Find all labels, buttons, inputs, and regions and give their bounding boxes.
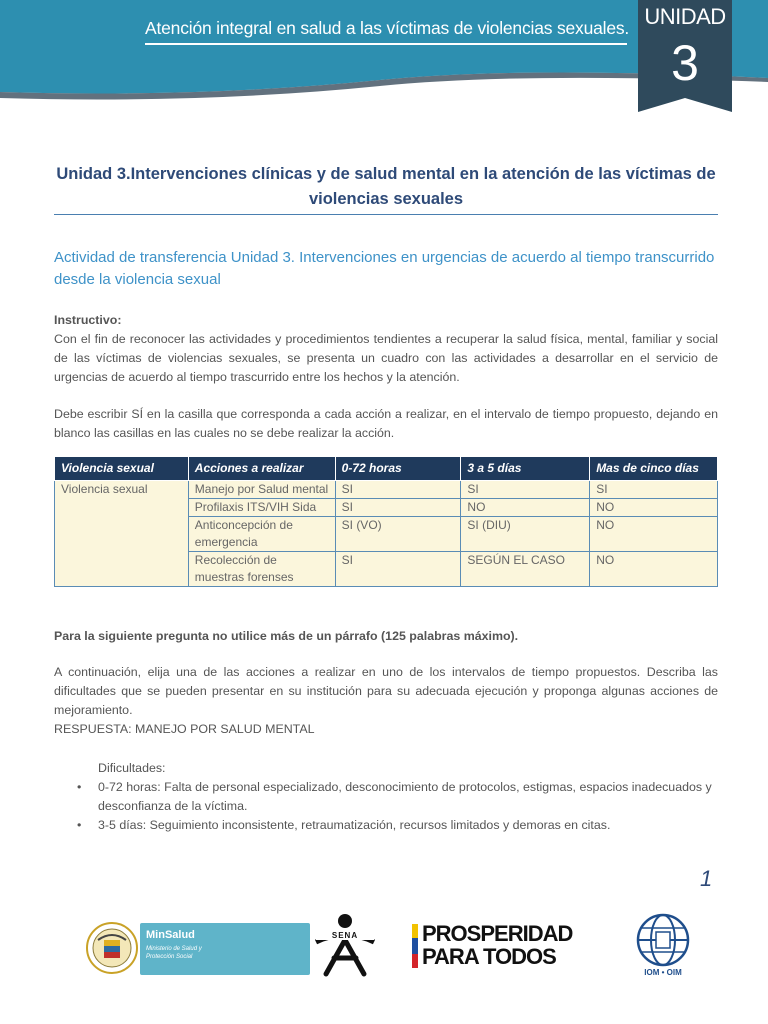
- instructions-block: [54, 311, 718, 387]
- bullet-icon: •: [77, 818, 82, 832]
- table-cell-3-5d[interactable]: SI (DIU): [461, 517, 590, 552]
- table-cell-5plus[interactable]: NO: [590, 517, 718, 552]
- minsalud-subtitle: Ministerio de Salud y Protección Social: [146, 946, 202, 960]
- instructions-paragraph-2: Debe escribir SÍ en la casilla que corresponda a cada acción a realizar, en el intervalo de tiempo propuesto, dejando en blanco las casillas en las cuales no se debe realizar la acción.: [54, 407, 718, 440]
- table-header-cell: 3 a 5 días: [461, 457, 590, 481]
- banner-title: Atención integral en salud a las víctimas de violencias sexuales.: [145, 18, 630, 38]
- sena-figure-icon: [312, 912, 378, 978]
- table-header-cell: 0-72 horas: [335, 457, 461, 481]
- bullet-icon: •: [77, 780, 82, 794]
- instructions-label: Instructivo:: [54, 313, 122, 327]
- instructions-paragraph-1: Con el fin de reconocer las actividades y procedimientos tendientes a recuperar la salud física, mental, familiar y social de las víctimas de violencias sexuales, se presenta un cuadro con las actividades a desarrollar en el servicio de urgencias de acuerdo al tiempo trascurrido entre los hechos y la atención.: [54, 332, 718, 384]
- table-cell-5plus[interactable]: NO: [590, 499, 718, 517]
- flag-yellow: [412, 924, 418, 938]
- banner-underline: [145, 43, 627, 45]
- table-cell-0-72h[interactable]: SI: [335, 552, 461, 587]
- table-cell-3-5d[interactable]: NO: [461, 499, 590, 517]
- prosperidad-logo: [412, 922, 592, 972]
- list-item: [74, 816, 718, 835]
- prosperidad-line-1: PROSPERIDAD: [422, 921, 573, 946]
- oim-logo: [632, 912, 694, 982]
- sena-logo: [312, 912, 378, 978]
- table-cell-5plus[interactable]: NO: [590, 552, 718, 587]
- flag-red: [412, 954, 418, 968]
- actions-table: [54, 456, 718, 587]
- minsalud-box: [140, 923, 310, 975]
- unit-label: UNIDAD: [644, 4, 726, 29]
- table-cell-3-5d[interactable]: SI: [461, 481, 590, 499]
- answer-text: RESPUESTA: MANEJO POR SALUD MENTAL: [54, 722, 315, 736]
- table-header-cell: Mas de cinco días: [590, 457, 718, 481]
- table-row: [55, 481, 718, 499]
- globe-icon: [632, 912, 694, 970]
- table-cell-action[interactable]: Profilaxis ITS/VIH Sida: [188, 499, 335, 517]
- oim-text: IOM • OIM: [644, 968, 682, 977]
- table-header-cell: Violencia sexual: [55, 457, 189, 481]
- list-item-text: 3-5 días: Seguimiento inconsistente, retraumatización, recursos limitados y demoras en citas.: [98, 818, 611, 832]
- minsalud-name: MinSalud: [146, 929, 195, 941]
- prosperidad-line-2: PARA TODOS: [422, 944, 556, 969]
- header-banner: [0, 0, 768, 112]
- table-cell-0-72h[interactable]: SI: [335, 499, 461, 517]
- unit-number: 3: [671, 35, 699, 91]
- word-limit-note: Para la siguiente pregunta no utilice más de un párrafo (125 palabras máximo).: [54, 629, 519, 643]
- activity-heading: Actividad de transferencia Unidad 3. Intervenciones en urgencias de acuerdo al tiempo transcurrido desde la violencia sexual: [54, 249, 715, 288]
- title-divider: [54, 214, 718, 215]
- list-item-text: 0-72 horas: Falta de personal especializado, desconocimiento de protocolos, estigmas, espacios inadecuados y desconfianza de la víctima.: [98, 780, 712, 813]
- table-cell-action[interactable]: Recolección de muestras forenses: [188, 552, 335, 587]
- table-cell-action[interactable]: Manejo por Salud mental: [188, 481, 335, 499]
- question-prompt: A continuación, elija una de las acciones a realizar en uno de los intervalos de tiempo propuestos. Describa las dificultades que se pueden presentar en su institución para su adecuada ejecución y proponga algunas acciones de mejoramiento.: [54, 665, 718, 717]
- table-cell-category: Violencia sexual: [55, 481, 189, 587]
- table-header-cell: Acciones a realizar: [188, 457, 335, 481]
- list-item: [74, 778, 718, 816]
- table-cell-3-5d[interactable]: SEGÚN EL CASO: [461, 552, 590, 587]
- flag-blue: [412, 938, 418, 954]
- difficulties-list: [74, 778, 718, 835]
- page-title: Unidad 3.Intervenciones clínicas y de salud mental en la atención de las víctimas de violencias sexuales: [56, 165, 716, 208]
- table-cell-5plus[interactable]: SI: [590, 481, 718, 499]
- page-number: 1: [700, 866, 713, 891]
- table-cell-0-72h[interactable]: SI (VO): [335, 517, 461, 552]
- table-cell-0-72h[interactable]: SI: [335, 481, 461, 499]
- colombia-seal-icon: [84, 920, 144, 976]
- table-header-row: [55, 457, 718, 481]
- minsalud-logo: [84, 920, 310, 976]
- table-cell-action[interactable]: Anticoncepción de emergencia: [188, 517, 335, 552]
- sena-text: SENA: [316, 932, 374, 940]
- difficulties-label: Dificultades:: [98, 761, 166, 775]
